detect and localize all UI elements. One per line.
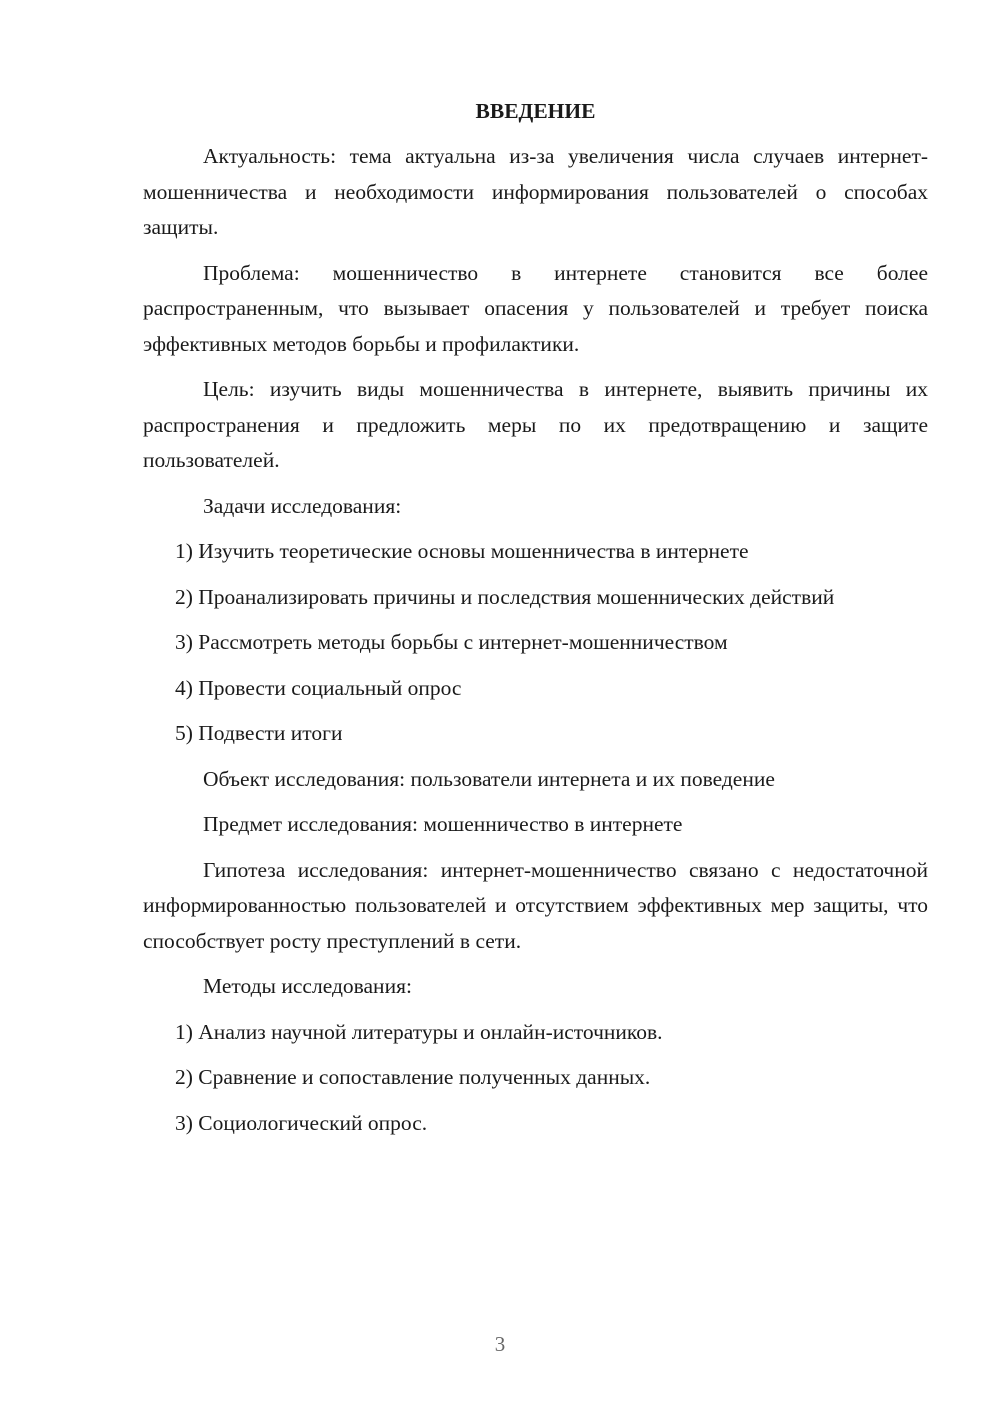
hypothesis-paragraph: Гипотеза исследования: интернет-мошенничество связано с недостаточной информированностью пользователей и отсутствием эффективных мер защиты, что способствует росту преступлений в сети. — [143, 857, 928, 953]
tasks-label: Задачи исследования: — [203, 493, 402, 518]
document-body — [143, 94, 928, 1151]
object-line: Объект исследования: пользователи интернета и их поведение — [203, 766, 775, 791]
goal-paragraph: Цель: изучить виды мошенничества в интернете, выявить причины их распространения и предложить меры по их предотвращению и защите пользователей. — [143, 377, 928, 472]
relevance-paragraph: Актуальность: тема актуальна из-за увеличения числа случаев интернет-мошенничества и необходимости информирования пользователей о способах защиты. — [143, 144, 928, 239]
task-item-5: 5) Подвести итоги — [175, 721, 343, 745]
task-item-3: 3) Рассмотреть методы борьбы с интернет-мошенничеством — [175, 630, 728, 654]
method-item-3: 3) Социологический опрос. — [175, 1110, 428, 1135]
section-title: ВВЕДЕНИЕ — [475, 99, 596, 123]
page-number: 3 — [494, 1332, 506, 1356]
task-item-1: 1) Изучить теоретические основы мошенничества в интернете — [175, 539, 749, 563]
subject-line: Предмет исследования: мошенничество в интернете — [203, 812, 683, 836]
method-item-1: 1) Анализ научной литературы и онлайн-источников. — [175, 1019, 663, 1044]
methods-label: Методы исследования: — [203, 974, 412, 998]
task-item-4: 4) Провести социальный опрос — [175, 675, 462, 700]
task-item-2: 2) Проанализировать причины и последствия мошеннических действий — [175, 584, 835, 609]
method-item-2: 2) Сравнение и сопоставление полученных данных. — [175, 1065, 651, 1089]
problem-paragraph: Проблема: мошенничество в интернете становится все более распространенным, что вызывает опасения у пользователей и требует поиска эффективных методов борьбы и профилактики. — [143, 260, 928, 356]
